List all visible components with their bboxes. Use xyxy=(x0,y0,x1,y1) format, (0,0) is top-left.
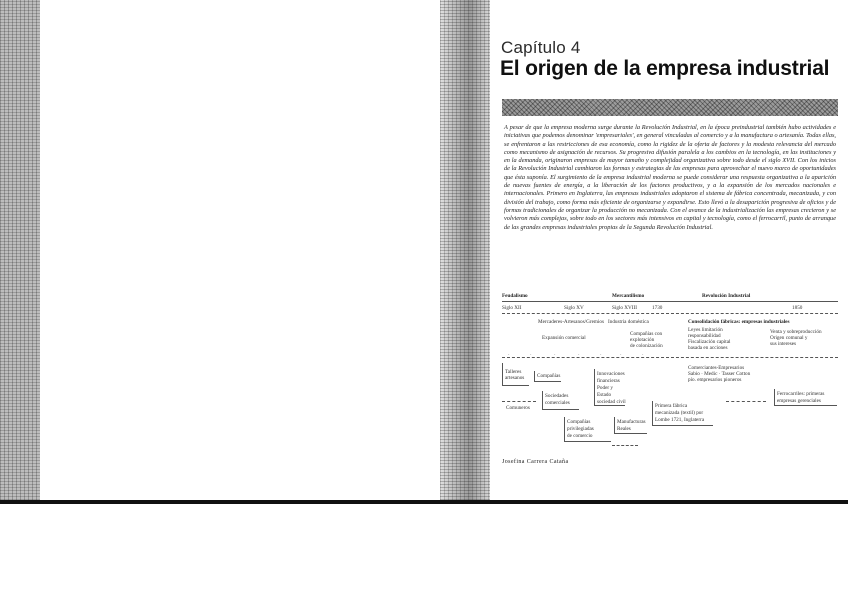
intro-paragraph: A pesar de que la empresa moderna surge durante la Revolución Industrial, en la época preindustrial también hubo actividades e iniciativas que podemos denominar 'empresariales', en general vinculadas al comercio y a la manufactura o artesanía. Todas ellas, se enfrentaron a las restricciones de esa economía, como la rigidez de la oferta de factores y la modesta relevancia del mercado como mecanismo de asignación de recursos. Su progresiva difusión paralela a los cambios en la tecnología, en las instituciones y en la demanda, originaron empresas de mayor tamaño y complejidad organizativa sobre todo desde el siglo XVII. Con los inicios de la Revolución Industrial cambiaron las formas y estrategias de las empresas para aprovechar el nuevo marco de oportunidades que ésta suponía. El surgimiento de la empresa industrial moderna se puede considerar una respuesta organizativa a la aparición de nuevas fuentes de energía, a la liberación de los factores productivos, y a la expansión de los mercados nacionales e internacionales. Primero en Inglaterra, las empresas industriales adoptaron el sistema de fábrica concentrada, mecanizada, y con división del trabajo, como forma más eficiente de organizarse y expandirse. Esto llevó a la desaparición progresiva de oficios y de formas tradicionales de organizar la producción no mecanizada. Con el avance de la industrialización las empresas crecieron y se volvieron más complejas, sobre todo en los sectores más intensivos en capital y tecnología, como el ferrocarril, punto de arranque de las grandes empresas industriales propias de la Segunda Revolución Industrial. xyxy=(504,124,836,231)
date-siglo-xv: Siglo XV xyxy=(564,305,584,311)
chapter-label: Capítulo 4 xyxy=(501,38,581,57)
label-merchant-entrepreneurs: Comerciantes-Empresarios Sabio · Medic · Tasser Cotton pío. empresarios pioneros xyxy=(688,365,751,383)
period-mercantilism: Mercantilismo xyxy=(612,293,645,299)
date-1730: 1730 xyxy=(652,305,663,311)
date-siglo-xviii: Siglo XVIII xyxy=(612,305,637,311)
date-1850: 1850 xyxy=(792,305,803,311)
box-first-factory: Primera fábrica mecanizada (textil) por Lombe 1721, Inglaterra xyxy=(652,401,713,426)
box-workshops: Talleres artesanos xyxy=(502,363,529,386)
label-merchants-guilds: Mercaderes-Artesanos/Gremios xyxy=(538,319,604,325)
box-royal-manufactures: Manufacturas Reales xyxy=(614,417,647,434)
book-gutter xyxy=(440,0,490,503)
box-financial-innovations: Innovaciones financieras Poder y Estado sociedad civil xyxy=(594,369,625,406)
left-page xyxy=(0,0,492,503)
box-trading-societies: Sociedades comerciales xyxy=(542,391,579,410)
box-privileged-companies: Compañías privilegiadas de comercio xyxy=(564,417,611,442)
timeline-diagram: Feudalismo Mercantilismo Revolución Industrial Siglo XII Siglo XV Siglo XVIII 1730 1850 Mercaderes-Artesanos/Gremios Industria doméstica Consolidación fábricas: empresas industriales Expansión comercial Compañías con explotación de colonización Leyes limitación responsabilidad Fiscalización capital basada en acciones Venta y sobreproducción Origen comunal y sus intereses · · · · · · · Talleres artesanos Compañías Innovaciones financieras Poder y Estado sociedad civil Comerciantes-Empresarios Sabio · Medic · Tasser Cotton pío. empresarios pioneros Comuneros Sociedades comerciales Compañías privilegiadas de comercio Manufacturas Reales Primera fábrica mecanizada (textil) por Lombe 1721, Inglaterra Ferrocarriles: primeras empresas gerenciales xyxy=(502,293,838,463)
label-colonial-companies: Compañías con explotación de colonización xyxy=(630,331,663,349)
period-feudalism: Feudalismo xyxy=(502,293,528,299)
timeline-top-rule xyxy=(502,301,838,302)
label-factory-consolidation: Consolidación fábricas: empresas industriales xyxy=(688,319,790,325)
label-domestic-industry: Industria doméstica xyxy=(608,319,649,325)
page-bottom-edge xyxy=(0,500,848,504)
box-railways: Ferrocarriles: primeras empresas gerenciales xyxy=(774,389,837,406)
period-industrial-revolution: Revolución Industrial xyxy=(702,293,751,299)
timeline-axis xyxy=(502,357,838,358)
box-guild-companies: Compañías xyxy=(534,371,561,382)
author-signature: Josefina Carrera Cataña xyxy=(502,459,569,465)
label-comuneros: Comuneros xyxy=(506,405,530,411)
dates-rule xyxy=(502,313,838,314)
label-limited-liability-laws: Leyes limitación responsabilidad Fiscalización capital basada en acciones xyxy=(688,327,731,351)
chapter-title: El origen de la empresa industrial xyxy=(500,57,830,80)
label-commercial-expansion: Expansión comercial xyxy=(542,335,586,341)
left-page-edge-texture xyxy=(0,0,40,503)
date-siglo-xii: Siglo XII xyxy=(502,305,522,311)
decorative-texture-band xyxy=(502,99,838,116)
right-page xyxy=(490,0,848,503)
label-overproduction: Venta y sobreproducción Origen comunal y sus intereses xyxy=(770,329,822,347)
